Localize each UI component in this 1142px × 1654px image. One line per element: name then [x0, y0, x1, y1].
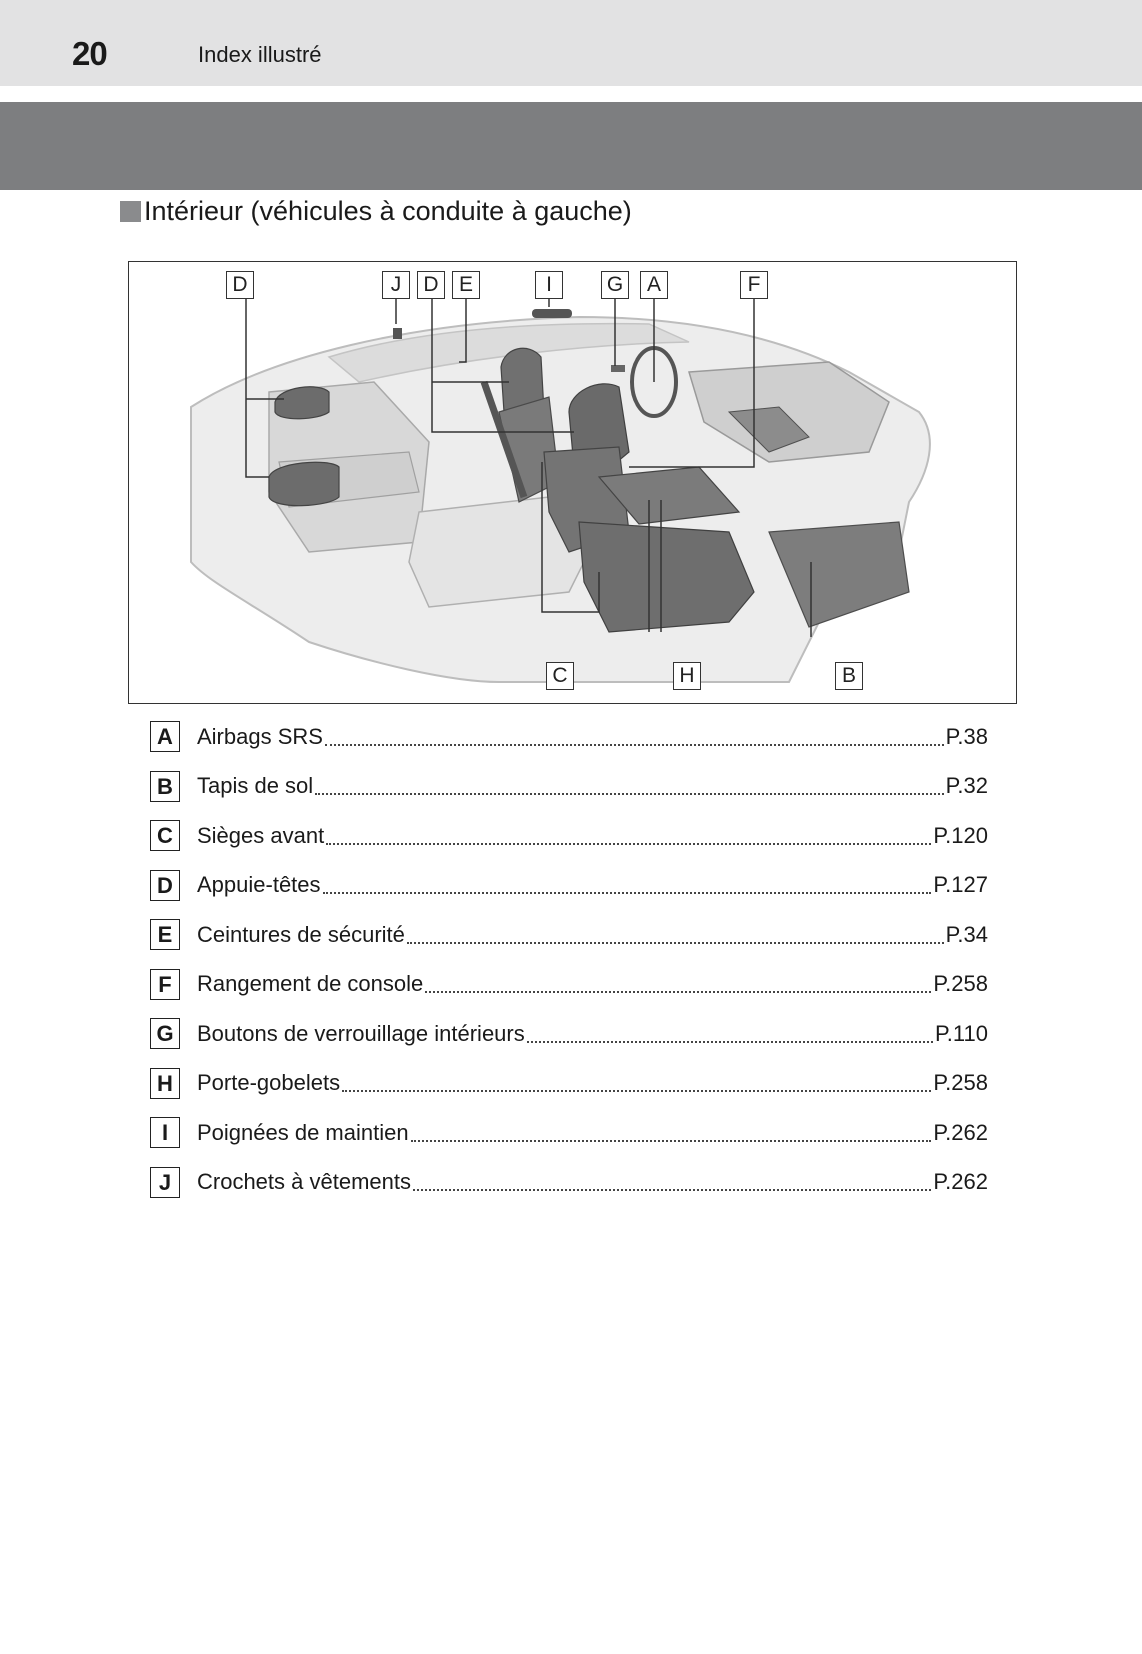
- legend-letter: B: [150, 771, 180, 802]
- leader-dots: [425, 991, 931, 993]
- legend-item-h: [150, 1059, 988, 1109]
- legend-item-d: [150, 861, 988, 911]
- legend-page-ref[interactable]: P.110: [934, 1020, 988, 1046]
- legend-item-f: [150, 960, 988, 1010]
- callout-d-rear-headrest: D: [226, 271, 254, 299]
- section-band: [0, 102, 1142, 190]
- leader-dots: [323, 892, 932, 894]
- legend-letter: A: [150, 721, 180, 752]
- legend-label: Ceintures de sécurité: [197, 921, 405, 947]
- legend-label: Airbags SRS: [197, 723, 323, 749]
- callout-j-coat-hook: J: [382, 271, 410, 299]
- legend-letter: I: [150, 1117, 180, 1148]
- section-heading: [120, 196, 632, 227]
- leader-dots: [315, 793, 943, 795]
- legend-letter: E: [150, 919, 180, 950]
- header-title: Index illustré: [198, 42, 322, 67]
- legend-item-j: [150, 1158, 988, 1208]
- legend-page-ref[interactable]: P.262: [933, 1169, 988, 1195]
- legend-page-ref[interactable]: P.262: [933, 1119, 988, 1145]
- legend-letter: C: [150, 820, 180, 851]
- section-title: Intérieur (véhicules à conduite à gauche): [144, 196, 632, 226]
- legend-letter: F: [150, 969, 180, 1000]
- legend-label: Rangement de console: [197, 971, 424, 997]
- legend-page-ref[interactable]: P.127: [933, 872, 988, 898]
- legend-label: Sièges avant: [197, 822, 325, 848]
- legend-list: [150, 712, 988, 1207]
- leader-dots: [342, 1090, 931, 1092]
- legend-item-g: [150, 1009, 988, 1059]
- car-interior-drawing: [129, 262, 1016, 703]
- legend-letter: H: [150, 1068, 180, 1099]
- legend-label: Porte-gobelets: [197, 1070, 341, 1096]
- leader-dots: [411, 1140, 932, 1142]
- legend-label: Poignées de maintien: [197, 1119, 409, 1145]
- leader-dots: [527, 1041, 933, 1043]
- callout-a-airbags: A: [640, 271, 668, 299]
- page-number: 20: [72, 35, 107, 72]
- legend-page-ref[interactable]: P.258: [933, 1070, 988, 1096]
- legend-item-i: [150, 1108, 988, 1158]
- callout-i-grab-handle: I: [535, 271, 563, 299]
- legend-page-ref[interactable]: P.120: [933, 822, 988, 848]
- callout-f-console-box: F: [740, 271, 768, 299]
- legend-item-e: [150, 910, 988, 960]
- leader-dots: [326, 843, 931, 845]
- leader-dots: [407, 942, 944, 944]
- legend-letter: J: [150, 1167, 180, 1198]
- legend-page-ref[interactable]: P.258: [933, 971, 988, 997]
- header-band: [0, 0, 1142, 86]
- leader-dots: [325, 744, 944, 746]
- callout-b-floor-mat: B: [835, 662, 863, 690]
- callout-e-seat-belt: E: [452, 271, 480, 299]
- legend-label: Boutons de verrouillage intérieurs: [197, 1020, 525, 1046]
- section-square-icon: [120, 201, 141, 222]
- legend-label: Appuie-têtes: [197, 872, 321, 898]
- legend-page-ref[interactable]: P.38: [945, 723, 988, 749]
- callout-c-front-seats: C: [546, 662, 574, 690]
- legend-letter: D: [150, 870, 180, 901]
- legend-label: Crochets à vêtements: [197, 1169, 411, 1195]
- legend-page-ref[interactable]: P.34: [945, 921, 988, 947]
- legend-item-a: [150, 712, 988, 762]
- legend-item-b: [150, 762, 988, 812]
- callout-d-front-headrest: D: [417, 271, 445, 299]
- legend-letter: G: [150, 1018, 180, 1049]
- interior-illustration: [128, 261, 1017, 704]
- legend-page-ref[interactable]: P.32: [945, 773, 988, 799]
- leader-dots: [413, 1189, 931, 1191]
- callout-g-lock-button: G: [601, 271, 629, 299]
- callout-h-cup-holders: H: [673, 662, 701, 690]
- legend-label: Tapis de sol: [197, 773, 314, 799]
- legend-item-c: [150, 811, 988, 861]
